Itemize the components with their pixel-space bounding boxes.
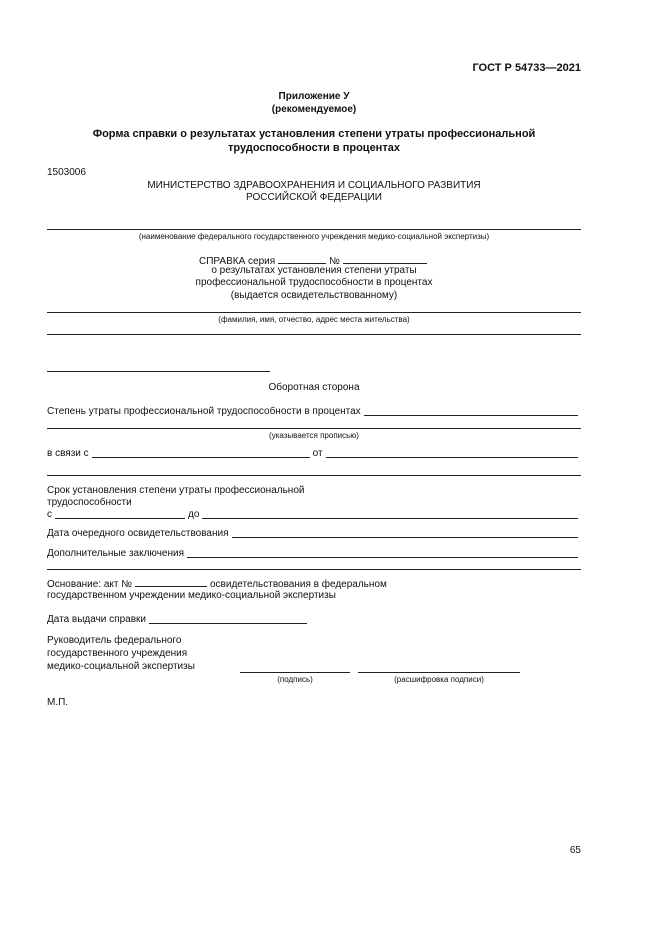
disability-degree-blank	[364, 406, 578, 416]
person-line-2	[47, 334, 581, 335]
certificate-line2: профессиональной трудоспособности в процентах	[195, 277, 433, 288]
standard-code: ГОСТ Р 54733—2021	[472, 62, 581, 74]
decoding-caption: (расшифровка подписи)	[394, 675, 484, 684]
additional-blank	[187, 548, 578, 558]
basis-suffix: освидетельствования в федеральном	[210, 579, 387, 590]
issue-date-label: Дата выдачи справки	[47, 614, 146, 625]
form-title-line1: Форма справки о результатах установления степени утраты профессиональной	[92, 128, 536, 140]
institution-caption: (наименование федерального государственного учреждения медико-социальной экспертизы)	[138, 232, 490, 241]
short-line	[47, 371, 270, 372]
reason-blank	[92, 448, 310, 458]
decoding-line	[358, 672, 520, 673]
ministry-line2: РОССИЙСКОЙ ФЕДЕРАЦИИ	[246, 192, 382, 203]
signature-line	[240, 672, 350, 673]
basis-prefix: Основание: акт №	[47, 579, 132, 590]
disability-degree-caption: (указывается прописью)	[269, 431, 359, 440]
reason-label: в связи с	[47, 448, 89, 459]
certificate-line1: о результатах установления степени утраты	[211, 265, 417, 276]
form-title-line2: трудоспособности в процентах	[228, 142, 400, 154]
term-to-blank	[202, 509, 578, 519]
certificate-issued-to: (выдается освидетельствованному)	[230, 290, 398, 301]
additional-row	[47, 548, 581, 560]
signature-caption: (подпись)	[277, 675, 313, 684]
reason-from-label: от	[312, 448, 323, 459]
disability-degree-words-line	[47, 428, 581, 429]
series-blank	[278, 254, 326, 264]
seal-label: М.П.	[47, 697, 69, 708]
head-line3: медико-социальной экспертизы	[47, 661, 195, 672]
certificate-series-label: СПРАВКА серия	[199, 256, 276, 267]
disability-degree-label: Степень утраты профессиональной трудоспособности в процентах	[47, 406, 361, 417]
reason-from-blank	[326, 448, 578, 458]
term-row	[47, 509, 581, 521]
next-exam-label: Дата очередного освидетельствования	[47, 528, 229, 539]
issue-date-blank	[149, 614, 307, 624]
additional-label: Дополнительные заключения	[47, 548, 184, 559]
head-line1: Руководитель федерального	[47, 635, 182, 646]
next-exam-blank	[232, 528, 578, 538]
basis-row	[47, 577, 387, 591]
additional-line-2	[47, 569, 581, 570]
reverse-side-title: Оборотная сторона	[268, 382, 360, 393]
term-from-label: с	[47, 509, 52, 520]
term-line1: Срок установления степени утраты профессиональной	[47, 485, 305, 496]
basis-line2: государственном учреждении медико-социальной экспертизы	[47, 590, 336, 601]
reason-line-2	[47, 475, 581, 476]
issue-date-row	[47, 614, 310, 626]
head-line2: государственного учреждения	[47, 648, 188, 659]
reason-row	[47, 448, 581, 460]
term-from-blank	[55, 509, 185, 519]
appendix-status: (рекомендуемое)	[271, 104, 357, 115]
institution-name-line	[47, 229, 581, 230]
appendix-title: Приложение У	[278, 91, 350, 102]
form-code: 1503006	[47, 167, 86, 178]
page-number: 65	[569, 845, 581, 856]
disability-degree-row	[47, 406, 581, 418]
certificate-number-label: №	[329, 256, 340, 267]
ministry-line1: МИНИСТЕРСТВО ЗДРАВООХРАНЕНИЯ И СОЦИАЛЬНОГО РАЗВИТИЯ	[147, 180, 481, 191]
next-exam-row	[47, 528, 581, 540]
term-to-label: до	[188, 509, 200, 520]
term-line2: трудоспособности	[47, 497, 132, 508]
person-caption: (фамилия, имя, отчество, адрес места жительства)	[218, 315, 410, 324]
basis-act-blank	[135, 577, 207, 587]
person-line	[47, 312, 581, 313]
number-blank	[343, 254, 427, 264]
